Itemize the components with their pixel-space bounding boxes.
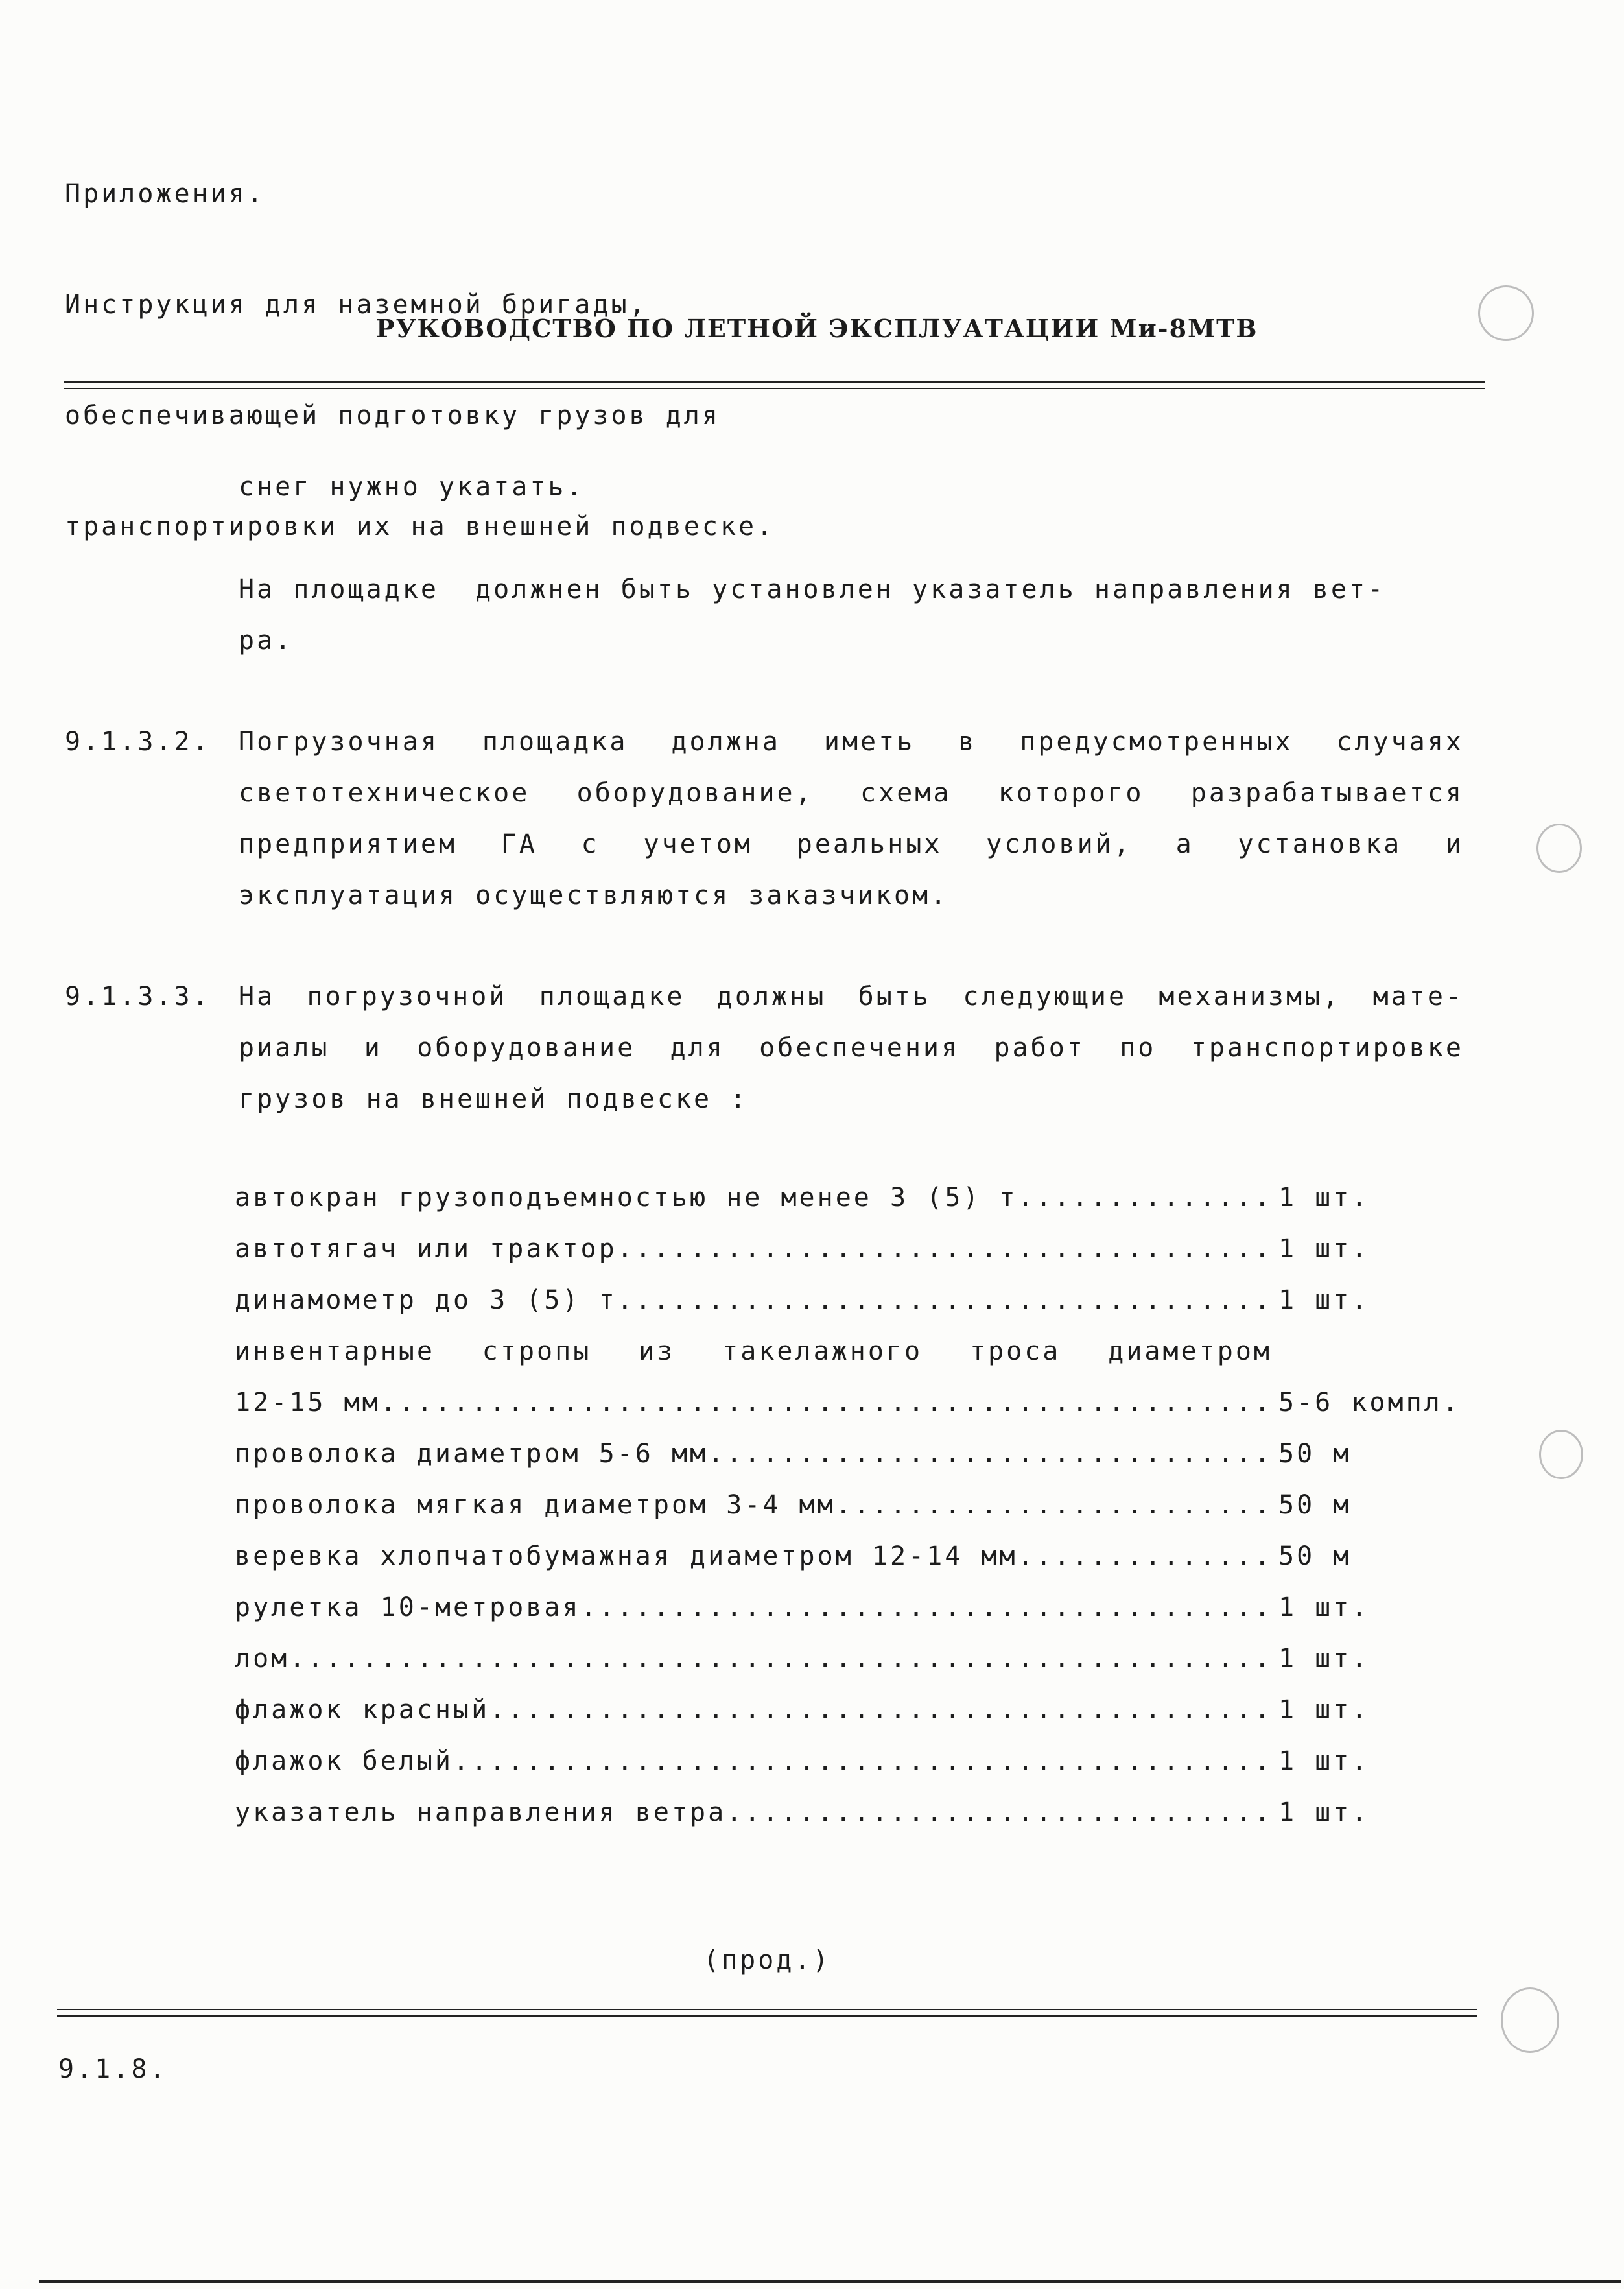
section-number: 9.1.3.3. [65,982,211,1012]
header-line: Инструкция для наземной бригады, [65,290,648,320]
equipment-name: флажок белый [235,1746,453,1776]
leader-dots [726,1787,1278,1838]
header-divider [64,388,1485,389]
paragraph: На площадке должнен быть установлен указатель направления вет- [239,575,1386,604]
section-text-line: предприятием ГА с учетом реальных условий, а установка и [239,829,1464,859]
leader-dots [617,1224,1278,1275]
continued-note: (прод.) [703,1945,831,1975]
equipment-row [235,1531,1376,1582]
equipment-name: автокран грузоподъемностью не менее 3 (5) т [235,1183,1018,1213]
equipment-quantity: 50 м [1278,1541,1352,1571]
section-text-line: риалы и оборудование для обеспечения работ по транспортировке [239,1033,1464,1063]
equipment-name: 12-15 мм [235,1388,381,1417]
equipment-name: проволока диаметром 5-6 мм [235,1439,709,1469]
equipment-quantity: 1 шт. [1278,1644,1370,1674]
equipment-quantity: 1 шт. [1278,1746,1370,1776]
paragraph: ра. [239,626,294,656]
equipment-name: веревка хлопчатобумажная диаметром 12-14 мм [235,1541,1018,1571]
leader-dots [836,1480,1278,1531]
punch-hole-decoration [1539,1430,1583,1479]
header-line: обеспечивающей подготовку грузов для [65,401,720,431]
equipment-quantity: 50 м [1278,1490,1352,1520]
equipment-quantity: 1 шт. [1278,1797,1370,1827]
equipment-name: указатель направления ветра [235,1797,727,1827]
paragraph: снег нужно укатать. [239,472,585,502]
section-text-line: светотехническое оборудование, схема которого разрабатывается [239,778,1464,808]
equipment-row [235,1377,1479,1429]
equipment-row [235,1582,1376,1633]
header-line: Приложения. [65,179,265,209]
equipment-name: лом [235,1644,290,1674]
equipment-name: автотягач или трактор [235,1234,617,1264]
manual-title: РУКОВОДСТВО ПО ЛЕТНОЙ ЭКСПЛУАТАЦИИ Ми-8МТВ [376,314,1258,343]
equipment-quantity: 50 м [1278,1439,1352,1469]
equipment-row [235,1736,1376,1787]
section-text-line: Погрузочная площадка должна иметь в предусмотренных случаях [239,727,1464,757]
equipment-name: рулетка 10-метровая [235,1593,581,1622]
equipment-name: флажок красный [235,1695,490,1725]
equipment-row [235,1787,1376,1838]
equipment-quantity: 1 шт. [1278,1285,1370,1315]
punch-hole-decoration [1536,824,1582,873]
footer-divider [57,2009,1477,2010]
leader-dots [1018,1172,1278,1224]
leader-dots [1018,1531,1278,1582]
footer-divider [57,2015,1477,2017]
header-block [65,109,775,612]
leader-dots [381,1377,1278,1429]
equipment-quantity: 5-6 компл. [1278,1388,1461,1417]
section-text-line: грузов на внешней подвеске : [239,1084,749,1114]
leader-dots [581,1582,1278,1633]
equipment-quantity: 1 шт. [1278,1593,1370,1622]
equipment-row [235,1480,1376,1531]
header-line: транспортировки их на внешней подвеске. [65,512,775,541]
leader-dots [617,1275,1278,1326]
punch-hole-decoration [1478,285,1534,341]
equipment-row [235,1429,1376,1480]
leader-dots [489,1685,1278,1736]
section-text-line: На погрузочной площадке должны быть следующие механизмы, мате- [239,982,1464,1012]
punch-hole-decoration [1501,1987,1559,2053]
equipment-note-line: инвентарные стропы из такелажного троса диаметром [235,1336,1272,1366]
equipment-row [235,1275,1376,1326]
equipment-quantity: 1 шт. [1278,1695,1370,1725]
equipment-row [235,1685,1376,1736]
equipment-row [235,1172,1376,1224]
leader-dots [708,1429,1278,1480]
equipment-quantity: 1 шт. [1278,1234,1370,1264]
equipment-quantity: 1 шт. [1278,1183,1370,1213]
section-text-line: эксплуатация осуществляются заказчиком. [239,881,949,910]
leader-dots [453,1736,1278,1787]
leader-dots [289,1633,1278,1685]
equipment-name: динамометр до 3 (5) т [235,1285,617,1315]
section-number: 9.1.3.2. [65,727,211,757]
equipment-row [235,1633,1376,1685]
equipment-name: проволока мягкая диаметром 3-4 мм [235,1490,836,1520]
equipment-row [235,1224,1376,1275]
page-number: 9.1.8. [58,2054,168,2084]
header-divider [64,381,1485,383]
bottom-edge-line [39,2280,1621,2283]
